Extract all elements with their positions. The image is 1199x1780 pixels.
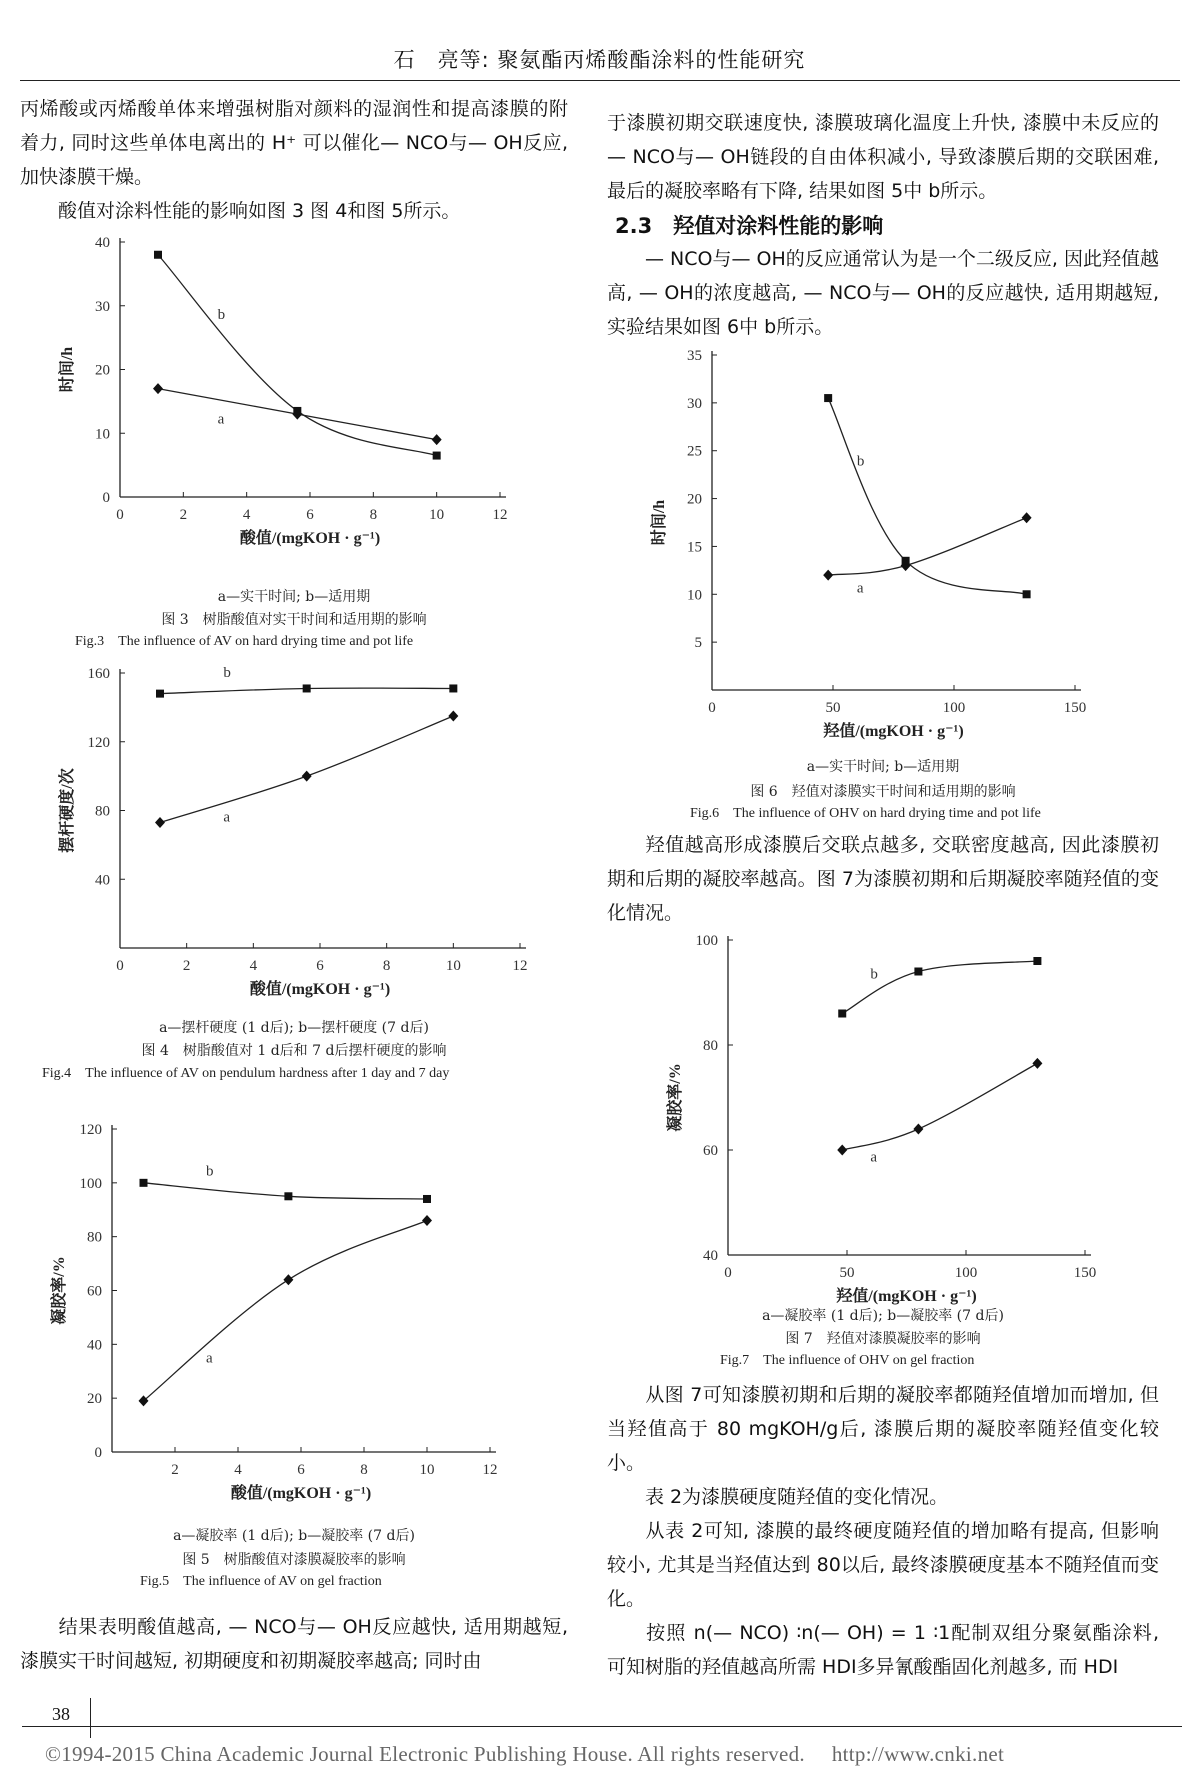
footer-rule [22, 1726, 1182, 1727]
data-point-a [823, 570, 833, 581]
y-tick-label: 30 [687, 395, 702, 412]
series-label-a: a [856, 580, 864, 597]
figure-4-chart [40, 665, 530, 1010]
y-tick-label: 60 [87, 1283, 102, 1300]
x-tick-label: 4 [249, 958, 258, 974]
figure-3-caption-en: Fig.3 The influence of AV on hard drying time and pot life [75, 634, 414, 649]
data-point-b [824, 394, 832, 402]
y-tick-label: 40 [703, 1248, 718, 1264]
x-tick-label: 150 [1073, 1265, 1097, 1281]
figure-7-caption-en: Fig.7 The influence of OHV on gel fraction [720, 1353, 975, 1368]
y-tick-label: 120 [87, 734, 110, 751]
x-axis-label: 酸值/(mgKOH · g⁻¹) [230, 1485, 372, 1502]
series-line-a [842, 1063, 1037, 1150]
figure-6-chart [620, 345, 1090, 750]
data-point-b [914, 968, 922, 976]
y-tick-label: 0 [102, 490, 110, 506]
x-axis-label: 酸值/(mgKOH · g⁻¹) [249, 981, 391, 998]
right-paragraph-2: — NCO与— OH的反应通常认为是一个二级反应, 因此羟值越高, — OH的浓度越高, — NCO与— OH的反应越快, 适用期越短, 实验结果如图 6中 b所示。 [607, 248, 1159, 338]
x-tick-label: 2 [179, 507, 188, 523]
figure-7-chart [630, 930, 1097, 1305]
x-tick-label: 8 [360, 1462, 368, 1478]
x-axis-label: 酸值/(mgKOH · g⁻¹) [239, 530, 381, 547]
y-tick-label: 15 [687, 539, 702, 556]
y-tick-label: 0 [94, 1445, 102, 1461]
right-paragraph-3: 羟值越高形成漆膜后交联点越多, 交联密度越高, 因此漆膜初期和后期的凝胶率越高。图 7为漆膜初期和后期凝胶率随羟值的变化情况。 [607, 834, 1159, 924]
series-label-b: b [870, 966, 878, 983]
y-tick-label: 100 [79, 1175, 102, 1192]
section-heading-2-3: 2.3 羟值对涂料性能的影响 [615, 214, 884, 238]
figure-6-caption-cn: 图 6 羟值对漆膜实干时间和适用期的影响 [750, 784, 1016, 800]
y-tick-label: 20 [87, 1391, 102, 1408]
x-axis-label: 羟值/(mgKOH · g⁻¹) [823, 723, 964, 740]
figure-3-caption-cn: 图 3 树脂酸值对实干时间和适用期的影响 [161, 612, 427, 628]
series-line-a [828, 518, 1026, 575]
series-label-b: b [217, 306, 226, 323]
data-point-a [422, 1215, 432, 1226]
data-point-b [1033, 957, 1041, 965]
series-label-a: a [223, 809, 231, 826]
y-axis-label: 凝胶率/% [51, 1256, 68, 1325]
y-axis-label: 凝胶率/% [667, 1063, 684, 1132]
data-point-b [1023, 590, 1031, 598]
series-line-a [144, 1221, 428, 1401]
figure-3-legend: a—实干时间; b—适用期 [217, 589, 371, 605]
right-paragraph-4: 从图 7可知漆膜初期和后期的凝胶率都随羟值增加而增加, 但当羟值高于 80 mgKOH/g后, 漆膜后期的凝胶率随羟值变化较小。 [607, 1384, 1159, 1474]
x-tick-label: 100 [954, 1265, 978, 1281]
figure-6-caption-en: Fig.6 The influence of OHV on hard drying time and pot life [690, 806, 1041, 821]
y-tick-label: 40 [95, 235, 110, 251]
data-point-a [448, 710, 458, 721]
x-tick-label: 0 [116, 507, 124, 523]
data-point-b [433, 452, 441, 460]
series-line-b [158, 255, 437, 456]
x-tick-label: 6 [316, 958, 324, 974]
data-point-b [449, 684, 457, 692]
data-point-a [1022, 512, 1032, 523]
data-point-b [140, 1179, 148, 1187]
header-rule [20, 80, 1180, 81]
data-point-b [838, 1010, 846, 1018]
y-tick-label: 20 [95, 362, 110, 379]
figure-7-caption-cn: 图 7 羟值对漆膜凝胶率的影响 [785, 1331, 981, 1347]
figure-6-legend: a—实干时间; b—适用期 [806, 759, 960, 775]
y-tick-label: 10 [687, 587, 702, 604]
x-tick-label: 6 [297, 1462, 305, 1478]
right-paragraph-7: 按照 n(— NCO) ∶n(— OH) = 1 ∶1配制双组分聚氨酯涂料, 可知树脂的羟值越高所需 HDI多异氰酸酯固化剂越多, 而 HDI [607, 1622, 1159, 1678]
data-point-a [155, 817, 165, 828]
y-axis-label: 时间/h [651, 499, 668, 546]
x-tick-label: 4 [234, 1462, 242, 1478]
x-axis-label: 羟值/(mgKOH · g⁻¹) [836, 1288, 977, 1305]
data-point-a [283, 1274, 293, 1285]
right-paragraph-6: 从表 2可知, 漆膜的最终硬度随羟值的增加略有提高, 但影响较小, 尤其是当羟值达到 80以后, 最终漆膜硬度基本不随羟值而变化。 [607, 1520, 1159, 1610]
figure-3-chart [40, 230, 530, 575]
series-line-a [160, 716, 453, 826]
data-point-a [1032, 1058, 1042, 1069]
data-point-a [153, 383, 163, 394]
y-tick-label: 40 [95, 872, 110, 889]
x-tick-label: 4 [242, 507, 251, 523]
y-tick-label: 80 [703, 1038, 718, 1054]
y-tick-label: 10 [95, 426, 110, 443]
y-tick-label: 80 [87, 1229, 102, 1246]
x-tick-label: 2 [171, 1462, 179, 1478]
x-tick-label: 100 [942, 700, 966, 716]
right-paragraph-1: 于漆膜初期交联速度快, 漆膜玻璃化温度上升快, 漆膜中未反应的— NCO与— OH链段的自由体积减小, 导致漆膜后期的交联困难, 最后的凝胶率略有下降, 结果如图 5中 b所示。 [607, 112, 1159, 202]
right-paragraph-5: 表 2为漆膜硬度随羟值的变化情况。 [645, 1486, 949, 1508]
x-tick-label: 10 [445, 958, 461, 974]
data-point-b [156, 690, 164, 698]
data-point-b [423, 1195, 431, 1203]
y-tick-label: 25 [687, 443, 702, 460]
data-point-a [432, 434, 442, 445]
figure-5-chart [20, 1115, 530, 1515]
left-paragraph-2: 酸值对涂料性能的影响如图 3 图 4和图 5所示。 [58, 200, 461, 222]
series-label-b: b [856, 453, 865, 470]
page-number: 38 [52, 1704, 70, 1724]
data-point-a [302, 771, 312, 782]
y-axis-label: 摆杆硬度/次 [59, 768, 76, 853]
y-tick-label: 160 [87, 666, 110, 682]
x-tick-label: 0 [116, 958, 124, 974]
copyright-footer: ©1994-2015 China Academic Journal Electronic Publishing House. All rights reserved. http://www.cnki.net [45, 1742, 1005, 1766]
x-tick-label: 0 [708, 700, 716, 716]
figure-5-caption-cn: 图 5 树脂酸值对漆膜凝胶率的影响 [182, 1552, 406, 1568]
figure-4-legend: a—摆杆硬度 (1 d后); b—摆杆硬度 (7 d后) [159, 1020, 429, 1036]
x-tick-label: 150 [1063, 700, 1087, 716]
y-tick-label: 35 [687, 348, 702, 364]
x-tick-label: 12 [492, 507, 508, 523]
y-tick-label: 30 [95, 298, 110, 315]
x-tick-label: 50 [825, 700, 841, 716]
y-tick-label: 40 [87, 1337, 102, 1354]
left-paragraph-end: 结果表明酸值越高, — NCO与— OH反应越快, 适用期越短, 漆膜实干时间越短, 初期硬度和初期凝胶率越高; 同时由 [20, 1616, 568, 1672]
x-tick-label: 8 [369, 507, 378, 523]
data-point-b [902, 557, 910, 565]
y-tick-label: 60 [703, 1143, 718, 1159]
y-tick-label: 120 [79, 1122, 102, 1138]
data-point-b [284, 1192, 292, 1200]
y-tick-label: 80 [95, 803, 110, 820]
series-label-b: b [205, 1163, 214, 1180]
series-label-a: a [217, 411, 225, 428]
figure-5-legend: a—凝胶率 (1 d后); b—凝胶率 (7 d后) [173, 1528, 415, 1544]
data-point-a [913, 1124, 923, 1135]
figure-4-caption-en: Fig.4 The influence of AV on pendulum hardness after 1 day and 7 day [42, 1066, 450, 1081]
figure-4-caption-cn: 图 4 树脂酸值对 1 d后和 7 d后摆杆硬度的影响 [141, 1043, 447, 1059]
left-paragraph-1: 丙烯酸或丙烯酸单体来增强树脂对颜料的湿润性和提高漆膜的附着力, 同时这些单体电离出的 H⁺ 可以催化— NCO与— OH反应, 加快漆膜干燥。 [20, 98, 568, 188]
data-point-b [154, 251, 162, 259]
running-title: 石 亮等: 聚氨酯丙烯酸酯涂料的性能研究 [393, 48, 806, 72]
x-tick-label: 10 [419, 1462, 435, 1478]
data-point-b [293, 407, 301, 415]
series-label-a: a [205, 1350, 213, 1367]
series-line-b [828, 398, 1026, 597]
y-tick-label: 5 [694, 635, 702, 652]
x-tick-label: 12 [482, 1462, 498, 1478]
x-tick-label: 50 [839, 1265, 855, 1281]
y-axis-label: 时间/h [59, 346, 76, 393]
series-label-b: b [223, 665, 231, 682]
figure-5-caption-en: Fig.5 The influence of AV on gel fraction [140, 1574, 382, 1589]
x-tick-label: 12 [512, 958, 528, 974]
figure-7-legend: a—凝胶率 (1 d后); b—凝胶率 (7 d后) [762, 1308, 1004, 1324]
x-tick-label: 8 [382, 958, 391, 974]
y-tick-label: 100 [695, 933, 718, 949]
data-point-a [837, 1145, 847, 1156]
x-tick-label: 2 [182, 958, 191, 974]
x-tick-label: 0 [724, 1265, 732, 1281]
data-point-b [303, 684, 311, 692]
x-tick-label: 6 [306, 507, 314, 523]
y-tick-label: 20 [687, 491, 702, 508]
series-label-a: a [870, 1149, 877, 1166]
x-tick-label: 10 [429, 507, 445, 523]
